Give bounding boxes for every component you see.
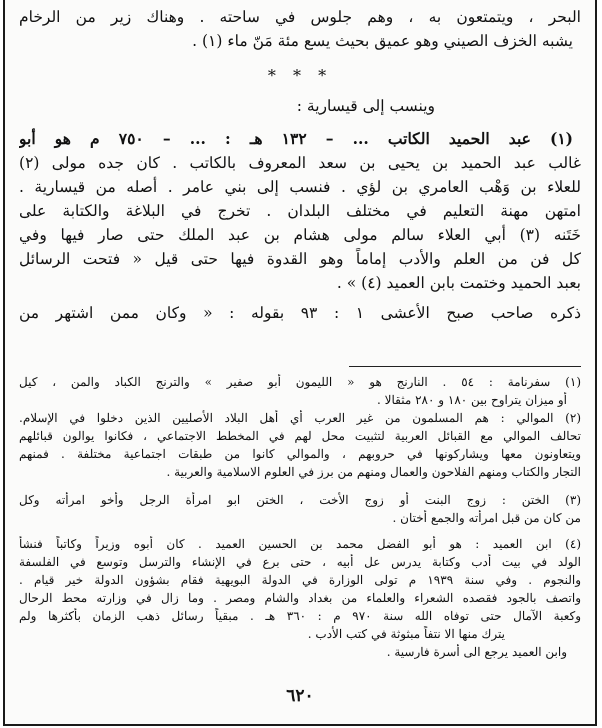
body-line: بعبد الحميد وختمت بابن العميد (٤) » . (336, 274, 581, 292)
body-line: كل فن من العلم والأدب إماماً وهو القدوة فيها حتى قيل « فتحت الرسائل (19, 250, 581, 268)
entry-heading-line: (١) عبد الحميد الكاتب ... – ١٣٢ هـ : ... – ٧٥٠ م هو أبو (19, 129, 573, 148)
footnote-line: والنجوم . وفي سنة ١٩٣٩ م تولى الوزارة في الدولة البويهية فقام بشؤون الدولة خير قيام . (19, 573, 581, 587)
section-subheading: وينسب إلى قيسارية : (296, 97, 435, 115)
footnote-line: وكعبة الآمال حتى توفاه الله سنة ٩٧٠ م : ٣٦٠ هـ . مبقياً رسائل ذهب الزمان بأكثرها ولم (19, 609, 581, 623)
body-line: ذكره صاحب صبح الأعشى ١ : ٩٣ بقوله : « وكان ممن اشتهر من (19, 304, 581, 322)
footnote-line: (١) سفرنامة : ٥٤ . النارنج هو « الليمون أبو صفير » والترنج الكباد والمن ، كيل (19, 375, 581, 389)
body-line: غالب عبد الحميد بن يحيى بن سعد المعروف بالكاتب . كان جده مولى (٢) (19, 154, 581, 172)
footnote-line: وابن العميد يرجع الى أسرة فارسية . (386, 645, 567, 659)
page-frame (3, 0, 597, 726)
body-line: البحر ، ويتمتعون به ، وهم جلوس في ساحته . وهناك زير من الرخام (19, 8, 581, 26)
section-separator: * * * (267, 66, 333, 85)
footnote-line: أو ميزان يتراوح بين ١٨٠ و ٢٨٠ مثقالا . (377, 393, 567, 407)
body-line: امتهن مهنة التعليم في مختلف البلدان . تخرج في البلاغة والكتابة على (19, 202, 581, 220)
footnote-line: يترك منها الا نتفاً مبثوثة في كتب الأدب . (307, 627, 505, 641)
footnote-line: (٤) ابن العميد : هو أبو الفضل محمد بن الحسين العميد . كان أبوه وزيراً وكاتباً فنشأ (19, 537, 581, 551)
footnote-line: ويتعاونون معها ويشاركونها في حروبهم ، والموالي كانوا من طبقات اجتماعية مختلفة . فمنهم (19, 447, 581, 461)
footnote-line: التجار والكتاب ومنهم الفلاحون والعمال ومنهم من برز في العلوم الاسلامية والعربية . (166, 465, 581, 479)
footnote-line: (٣) الختن : زوج البنت أو زوج الأخت ، الختن ابو امرأة الرجل وأخو امرأته وكل (19, 493, 581, 507)
book-page (5, 0, 595, 724)
footnote-line: من كان من قبل امرأته والجمع أختان . (392, 511, 581, 525)
footnote-line: واتصف بالجود فقصده الشعراء والعلماء من بغداد والشام ومصر . وما زال في وزارته محط الرحال (19, 591, 581, 605)
footnote-line: (٢) الموالي : هم المسلمون من غير العرب أي أهل البلاد الأصليين الذين دخلوا في الإسلام. (19, 411, 581, 425)
footnote-line: الولد في بيت أدب وكتابة يدرس عل أبيه ، حتى برع في الإنشاء والترسل وتوسع في الفلسفة (19, 555, 581, 569)
body-line: يشبه الخزف الصيني وهو عميق بحيث يسع مئة مَنّ ماء (١) . (192, 32, 573, 50)
footnote-line: تحالف الموالي مع القبائل العربية لتثبيت محل لهم في المخطط الاجتماعي ، فكانوا يوالون قبائلهم (19, 429, 581, 443)
body-line: للعلاء بن وَهْب العامري بن لؤي . فنسب إلى بني عامر . أصله من قيسارية . (19, 178, 581, 196)
body-line: خَتَنه (٣) أبي العلاء سالم مولى هشام بن عبد الملك حتى صار فيها وفي (19, 226, 581, 244)
page-number: ٦٢٠ (286, 686, 314, 706)
footnote-separator (349, 366, 581, 367)
